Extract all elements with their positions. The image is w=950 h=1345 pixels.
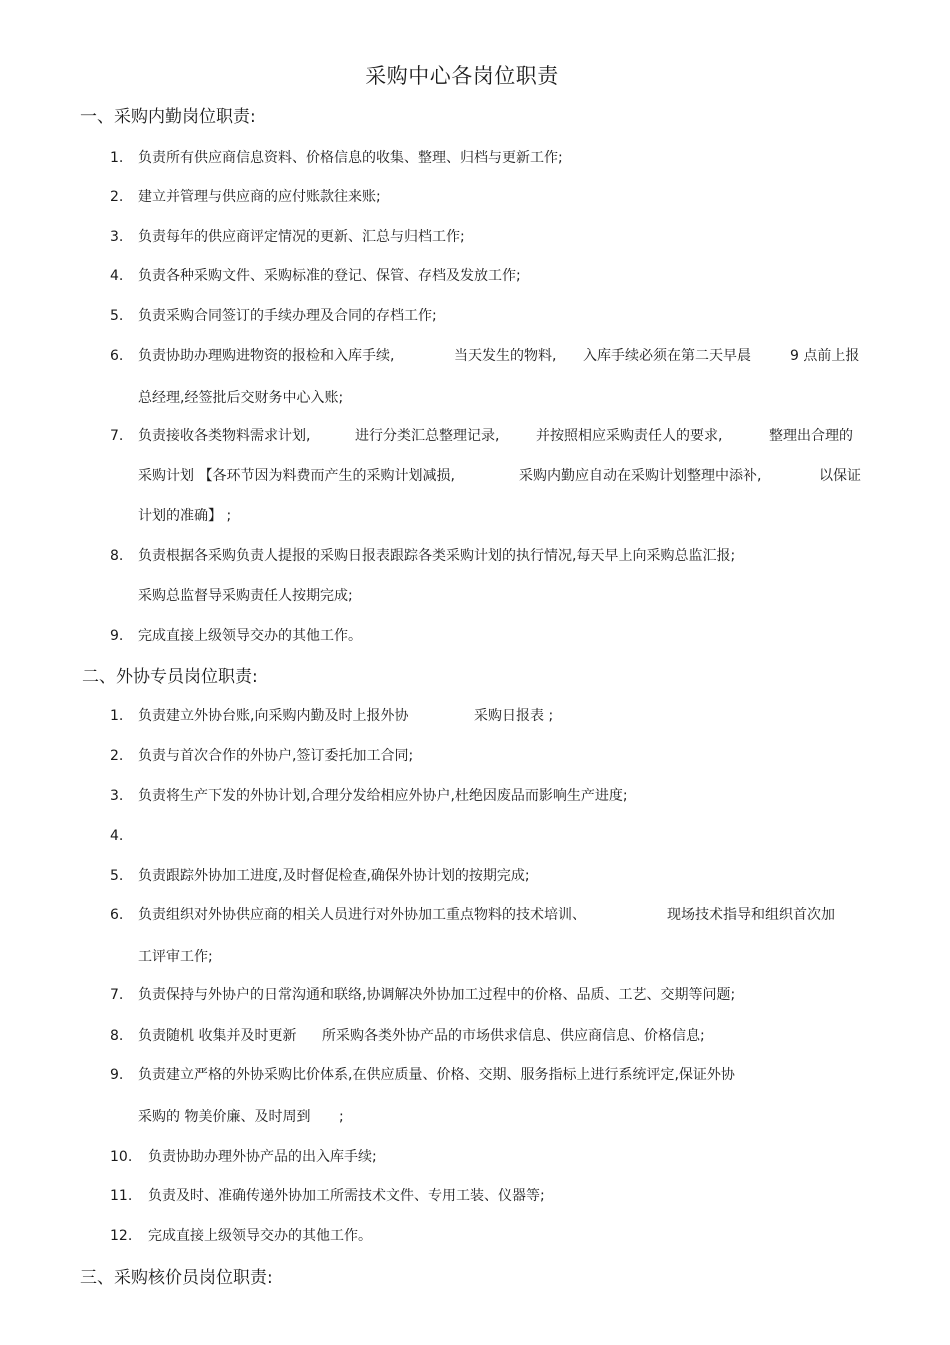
list-item-text: 负责保持与外协户的日常沟通和联络,协调解决外协加工过程中的价格、品质、工艺、交期等问题;: [138, 987, 736, 1003]
list-item-text: 采购日报表 ;: [474, 708, 554, 724]
list-item-number: 1.: [110, 708, 124, 724]
list-item-number: 1.: [110, 150, 124, 166]
list-item-number: 8.: [110, 1028, 124, 1044]
document-title: 采购中心各岗位职责: [365, 64, 559, 88]
list-item-text: 负责各种采购文件、采购标准的登记、保管、存档及发放工作;: [138, 268, 521, 284]
section-heading: 二、外协专员岗位职责:: [82, 667, 258, 687]
list-item-text: 进行分类汇总整理记录,: [355, 428, 500, 444]
list-item-text: 负责跟踪外协加工进度,及时督促检查,确保外协计划的按期完成;: [138, 868, 530, 884]
list-item-number: 5.: [110, 308, 124, 324]
list-item-text: 采购内勤应自动在采购计划整理中添补,: [519, 468, 762, 484]
list-item-number: 12.: [110, 1228, 133, 1244]
list-item-text: 当天发生的物料,: [454, 348, 557, 364]
list-item-text: 负责采购合同签订的手续办理及合同的存档工作;: [138, 308, 437, 324]
list-item-text: 完成直接上级领导交办的其他工作。: [138, 628, 362, 644]
list-item-text: 并按照相应采购责任人的要求,: [536, 428, 723, 444]
list-item-text: 入库手续必须在第二天早晨: [583, 348, 751, 364]
section-heading: 三、采购核价员岗位职责:: [80, 1268, 273, 1288]
list-item-text: 负责建立严格的外协采购比价体系,在供应质量、价格、交期、服务指标上进行系统评定,保证外协: [138, 1067, 735, 1083]
list-item-number: 8.: [110, 548, 124, 564]
list-item-text: 以保证: [819, 468, 861, 484]
list-item-number: 2.: [110, 189, 124, 205]
list-item-text: 负责所有供应商信息资料、价格信息的收集、整理、归档与更新工作;: [138, 150, 563, 166]
list-item-text: 工评审工作;: [138, 949, 213, 965]
section-heading: 一、采购内勤岗位职责:: [80, 107, 256, 127]
list-item-text: 9 点前上报: [790, 348, 860, 364]
list-item-number: 7.: [110, 428, 124, 444]
list-item-text: 采购计划 【各环节因为料费而产生的采购计划减损,: [138, 468, 455, 484]
list-item-text: 负责建立外协台账,向采购内勤及时上报外协: [138, 708, 409, 724]
list-item-text: 现场技术指导和组织首次加: [667, 907, 835, 923]
list-item-text: 负责协助办理购进物资的报检和入库手续,: [138, 348, 395, 364]
list-item-text: ;: [339, 1109, 344, 1125]
list-item-text: 完成直接上级领导交办的其他工作。: [148, 1228, 372, 1244]
list-item-number: 5.: [110, 868, 124, 884]
list-item-number: 4.: [110, 268, 124, 284]
list-item-text: 采购总监督导采购责任人按期完成;: [138, 588, 353, 604]
list-item-number: 6.: [110, 348, 124, 364]
list-item-text: 负责及时、准确传递外协加工所需技术文件、专用工装、仪器等;: [148, 1188, 545, 1204]
list-item-number: 4.: [110, 828, 124, 844]
list-item-text: 负责协助办理外协产品的出入库手续;: [148, 1149, 377, 1165]
list-item-text: 负责接收各类物料需求计划,: [138, 428, 311, 444]
list-item-text: 负责组织对外协供应商的相关人员进行对外协加工重点物料的技术培训、: [138, 907, 586, 923]
list-item-text: 建立并管理与供应商的应付账款往来账;: [138, 189, 381, 205]
list-item-number: 11.: [110, 1188, 133, 1204]
list-item-number: 6.: [110, 907, 124, 923]
list-item-text: 负责与首次合作的外协户,签订委托加工合同;: [138, 748, 414, 764]
list-item-text: 负责随机 收集并及时更新: [138, 1028, 297, 1044]
list-item-number: 2.: [110, 748, 124, 764]
list-item-number: 7.: [110, 987, 124, 1003]
list-item-number: 3.: [110, 229, 124, 245]
list-item-text: 总经理,经签批后交财务中心入账;: [138, 390, 344, 406]
list-item-text: 计划的准确】 ;: [138, 508, 232, 524]
list-item-text: 采购的 物美价廉、及时周到: [138, 1109, 311, 1125]
list-item-text: 整理出合理的: [769, 428, 853, 444]
list-item-number: 9.: [110, 628, 124, 644]
list-item-text: 负责根据各采购负责人提报的采购日报表跟踪各类采购计划的执行情况,每天早上向采购总监汇报;: [138, 548, 736, 564]
list-item-number: 9.: [110, 1067, 124, 1083]
list-item-text: 所采购各类外协产品的市场供求信息、供应商信息、价格信息;: [322, 1028, 705, 1044]
list-item-number: 10.: [110, 1149, 133, 1165]
list-item-number: 3.: [110, 788, 124, 804]
list-item-text: 负责将生产下发的外协计划,合理分发给相应外协户,杜绝因废品而影响生产进度;: [138, 788, 628, 804]
list-item-text: 负责每年的供应商评定情况的更新、汇总与归档工作;: [138, 229, 465, 245]
